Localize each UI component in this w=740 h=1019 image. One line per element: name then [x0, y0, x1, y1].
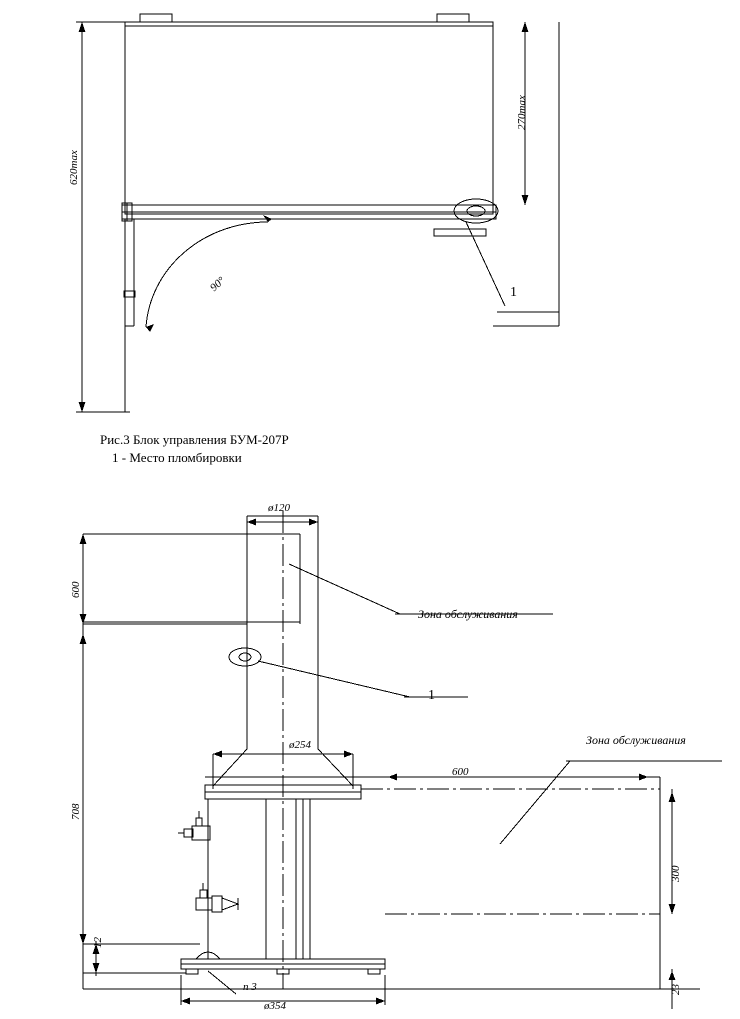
figure2-service-zone-top-label: Зона обслуживания: [418, 607, 518, 621]
technical-drawing-page: 620max 270max 90° 1 Рис.3 Блок управления БУМ-207Р 1 - Место пломбировки ø120 ø254 ø354 n 3 600 708 12 600 300 23 Зона обслуживания Зона обслуживания 1: [0, 0, 740, 1019]
figure-2-drawing: [0, 489, 740, 1019]
figure1-caption-line2: 1 - Место пломбировки: [112, 450, 242, 465]
figure2-service-zone-right-label: Зона обслуживания: [586, 733, 686, 747]
figure2-callout-1: 1: [428, 688, 435, 703]
figure1-caption-line1: Рис.3 Блок управления БУМ-207Р: [100, 432, 289, 447]
figure1-angle-label: 90°: [208, 274, 228, 294]
figure2-base-diameter-label: ø354: [264, 1000, 286, 1012]
figure-1-drawing: [0, 0, 740, 470]
figure2-mid-diameter-label: ø254: [289, 739, 311, 751]
figure1-callout-1: 1: [510, 285, 517, 300]
figure2-holes-label: n 3: [243, 981, 257, 993]
figure2-service-width-label: 600: [452, 766, 469, 778]
figure2-top-diameter-label: ø120: [268, 502, 290, 514]
